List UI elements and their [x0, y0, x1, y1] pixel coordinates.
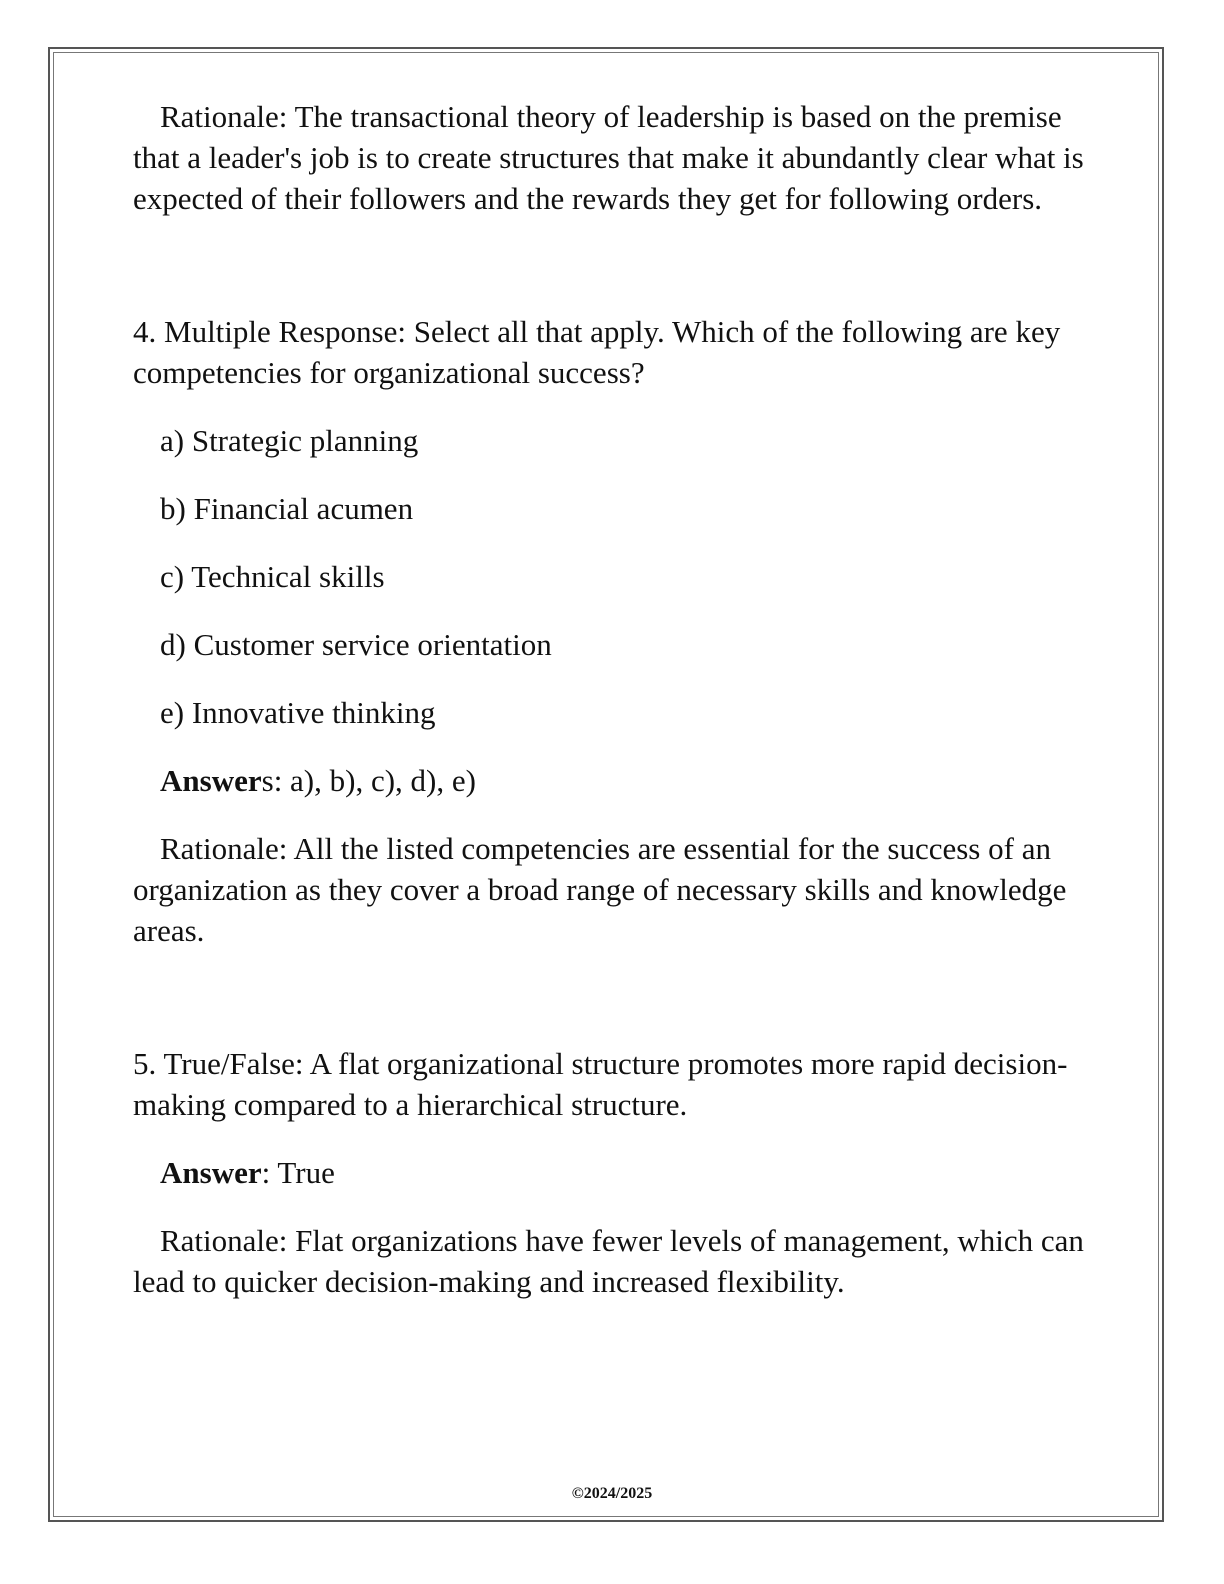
q4-option-e: e) Innovative thinking	[160, 695, 436, 730]
q4-rationale: Rationale: All the listed competencies are essential for the success of an organization as they cover a broad range of necessary skills and knowledge areas.	[133, 831, 1067, 948]
page-content	[133, 96, 1093, 1302]
q4-option-c: c) Technical skills	[160, 559, 385, 594]
q4-answer-label-suffix: s	[261, 763, 274, 798]
q5-rationale: Rationale: Flat organizations have fewer levels of management, which can lead to quicker decision-making and increased flexibility.	[133, 1223, 1084, 1299]
q5-answer-value: : True	[261, 1155, 335, 1190]
q4-option-b: b) Financial acumen	[160, 491, 414, 526]
q4-answer-label: Answer	[160, 763, 262, 798]
q4-answer	[133, 760, 1093, 801]
q5-answer	[133, 1152, 1093, 1193]
q4-option-a: a) Strategic planning	[160, 423, 419, 458]
q3-rationale: Rationale: The transactional theory of leadership is based on the premise that a leader's job is to create structures that make it abundantly clear what is expected of their followers and the rewards they get for following orders.	[133, 99, 1084, 216]
q5-answer-label: Answer	[160, 1155, 262, 1190]
copyright-footer: ©2024/2025	[571, 1485, 653, 1502]
q4-answer-value: : a), b), c), d), e)	[273, 763, 476, 798]
q5-question: 5. True/False: A flat organizational structure promotes more rapid decision-making compared to a hierarchical structure.	[133, 1046, 1068, 1122]
q4-question: 4. Multiple Response: Select all that apply. Which of the following are key competencies for organizational success?	[133, 314, 1061, 390]
q4-option-d: d) Customer service orientation	[160, 627, 552, 662]
